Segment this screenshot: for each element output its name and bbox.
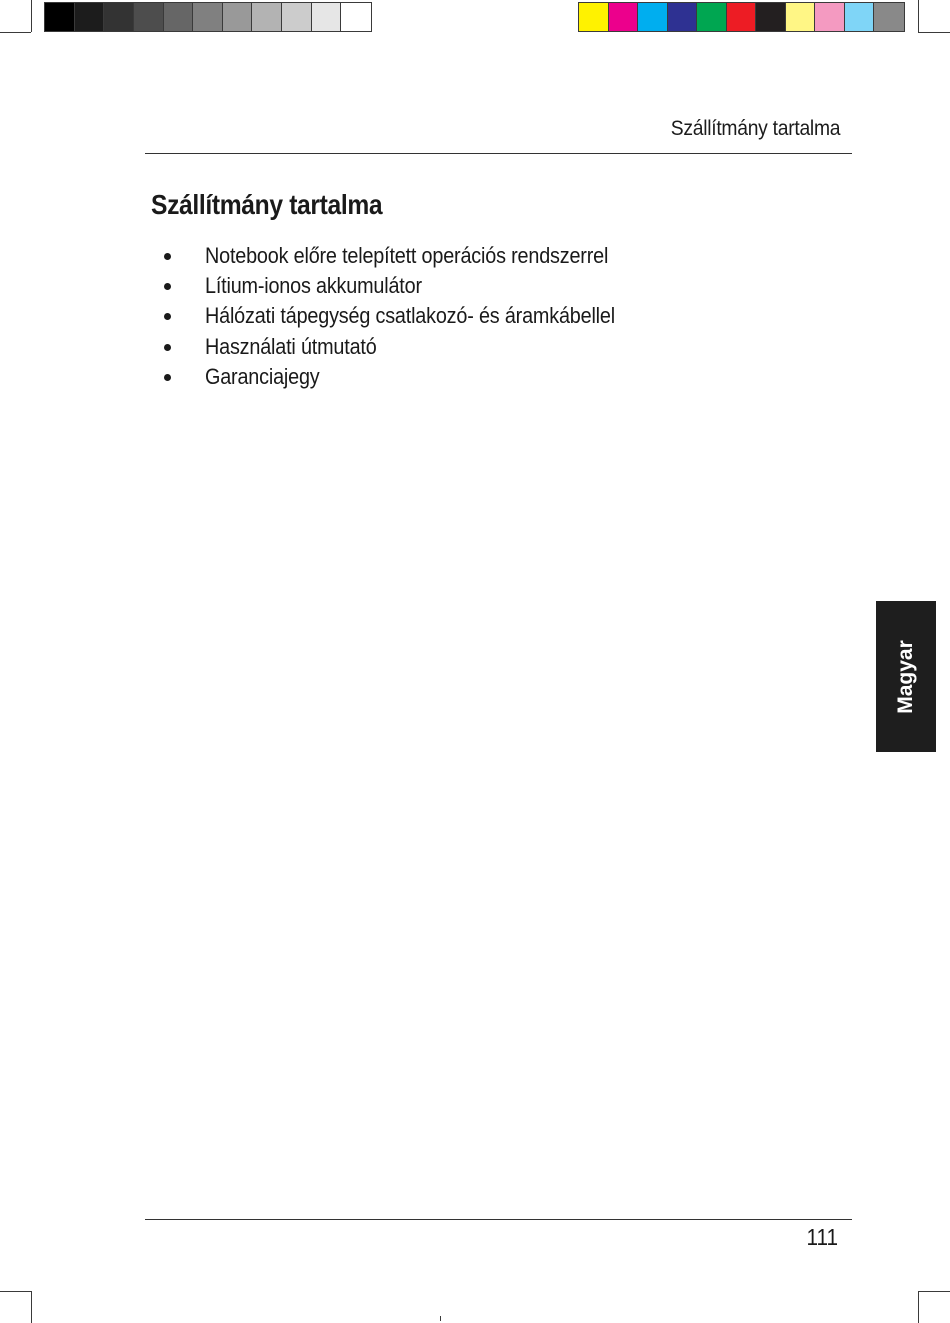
bullet-icon	[164, 374, 171, 381]
list-item-text: Garanciajegy	[205, 363, 320, 389]
list-item-text: Notebook előre telepített operációs rendszerrel	[205, 243, 609, 268]
crop-mark-bottom-right	[918, 1291, 950, 1292]
color-swatch	[786, 3, 816, 31]
gray-swatch	[193, 3, 223, 31]
color-swatch	[815, 3, 845, 31]
gray-swatch	[312, 3, 342, 31]
gray-swatch	[252, 3, 282, 31]
gray-swatch	[164, 3, 194, 31]
list-item-text: Hálózati tápegység csatlakozó- és áramkábellel	[205, 303, 615, 329]
crop-mark-bottom-left	[0, 1291, 31, 1292]
gray-swatch	[45, 3, 75, 31]
language-tab	[876, 601, 936, 752]
color-swatch	[579, 3, 609, 31]
page-number: 111	[806, 1224, 838, 1250]
list-item	[160, 271, 661, 301]
color-swatch	[609, 3, 639, 31]
list-item	[160, 362, 661, 392]
crop-mark-bottom-right-vertical	[918, 1291, 919, 1323]
gray-swatch	[223, 3, 253, 31]
list-item	[160, 241, 661, 271]
language-tab-label: Magyar	[894, 639, 917, 714]
list-item-text: Lítium-ionos akkumulátor	[205, 273, 422, 299]
section-title: Szállítmány tartalma	[151, 189, 383, 220]
crop-mark-bottom-left-vertical	[31, 1291, 32, 1323]
color-swatch	[668, 3, 698, 31]
header-rule	[145, 153, 852, 154]
crop-mark-top-right-vertical	[918, 0, 919, 32]
color-calibration-bar	[578, 2, 905, 32]
color-swatch	[727, 3, 757, 31]
color-swatch	[756, 3, 786, 31]
crop-mark-top-left	[0, 32, 31, 33]
bullet-icon	[164, 313, 171, 320]
gray-swatch	[134, 3, 164, 31]
color-swatch	[874, 3, 904, 31]
bullet-icon	[164, 283, 171, 290]
bullet-icon	[164, 253, 171, 260]
list-item-text: Használati útmutató	[205, 333, 377, 359]
gray-swatch	[341, 3, 371, 31]
bullet-icon	[164, 344, 171, 351]
color-swatch	[845, 3, 875, 31]
grayscale-calibration-bar	[44, 2, 372, 32]
contents-list	[160, 241, 661, 392]
running-header-title: Szállítmány tartalma	[670, 117, 840, 140]
color-swatch	[697, 3, 727, 31]
gray-swatch	[75, 3, 105, 31]
gray-swatch	[282, 3, 312, 31]
center-mark-bottom	[440, 1316, 441, 1321]
color-swatch	[638, 3, 668, 31]
crop-mark-top-left-vertical	[31, 0, 32, 32]
list-item	[160, 332, 661, 362]
list-item	[160, 301, 661, 331]
gray-swatch	[104, 3, 134, 31]
crop-mark-top-right	[918, 32, 950, 33]
footer-rule	[145, 1219, 852, 1220]
